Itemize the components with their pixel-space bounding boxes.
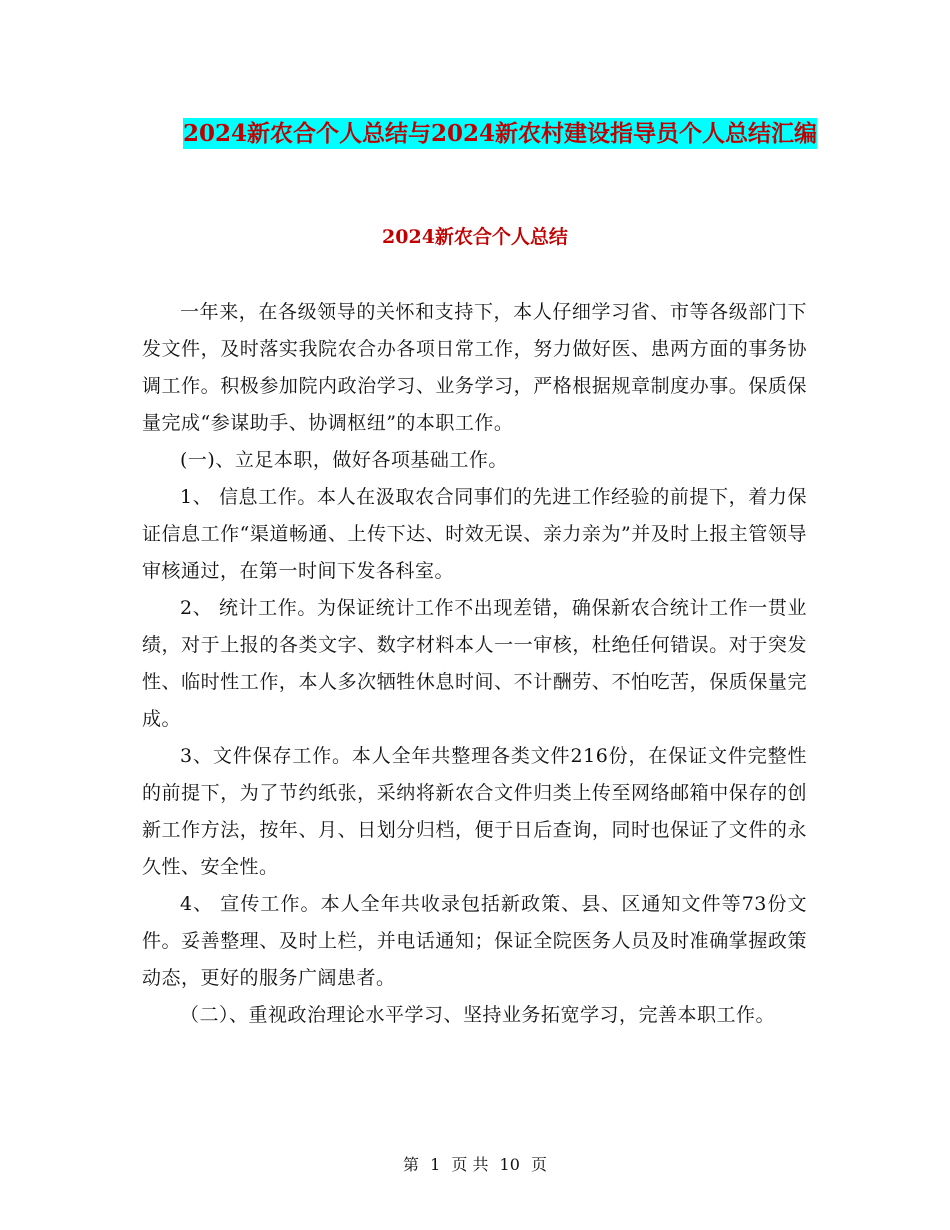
footer-suffix: 页 <box>531 1155 548 1174</box>
footer-page-total: 10 <box>499 1155 520 1174</box>
paragraph: 4、 宣传工作。本人全年共收录包括新政策、县、区通知文件等73份文件。妥善整理、及时上栏，并电话通知；保证全院医务人员及时准确掌握政策动态，更好的服务广阔患者。 <box>142 893 807 989</box>
paragraph: 3、文件保存工作。本人全年共整理各类文件216份，在保证文件完整性的前提下，为了节约纸张，采纳将新农合文件归类上传至网络邮箱中保存的创新工作方法，按年、月、日划分归档，便于日后查询，同时也保证了文件的永久性、安全性。 <box>142 745 807 878</box>
footer-middle: 页 共 <box>451 1155 489 1174</box>
paragraph: 1、 信息工作。本人在汲取农合同事们的先进工作经验的前提下，着力保证信息工作“渠道畅通、上传下达、时效无误、亲力亲为”并及时上报主管领导审核通过，在第一时间下发各科室。 <box>142 486 807 582</box>
paragraph: (一)、立足本职，做好各项基础工作。 <box>180 449 508 471</box>
document-body <box>142 294 807 1034</box>
document-title <box>150 112 850 156</box>
paragraph: 一年来，在各级领导的关怀和支持下，本人仔细学习省、市等各级部门下发文件，及时落实我院农合办各项日常工作，努力做好医、患两方面的事务协调工作。积极参加院内政治学习、业务学习，严格根据规章制度办事。保质保量完成“参谋助手、协调枢纽”的本职工作。 <box>142 301 807 434</box>
paragraph: 2、 统计工作。为保证统计工作不出现差错，确保新农合统计工作一贯业绩，对于上报的各类文字、数字材料本人一一审核，杜绝任何错误。对于突发性、临时性工作，本人多次牺牲休息时间、不计酬劳、不怕吃苦，保质保量完成。 <box>142 597 807 730</box>
paragraph: （二）、重视政治理论水平学习、坚持业务拓宽学习，完善本职工作。 <box>180 1004 776 1026</box>
section-title: 2024新农合个人总结 <box>382 226 568 248</box>
footer-page-number: 1 <box>430 1155 441 1174</box>
page-footer <box>0 1154 950 1176</box>
footer-prefix: 第 <box>402 1155 419 1174</box>
title-highlight: 2024新农合个人总结与2024新农村建设指导员个人总结汇编 <box>182 120 818 147</box>
